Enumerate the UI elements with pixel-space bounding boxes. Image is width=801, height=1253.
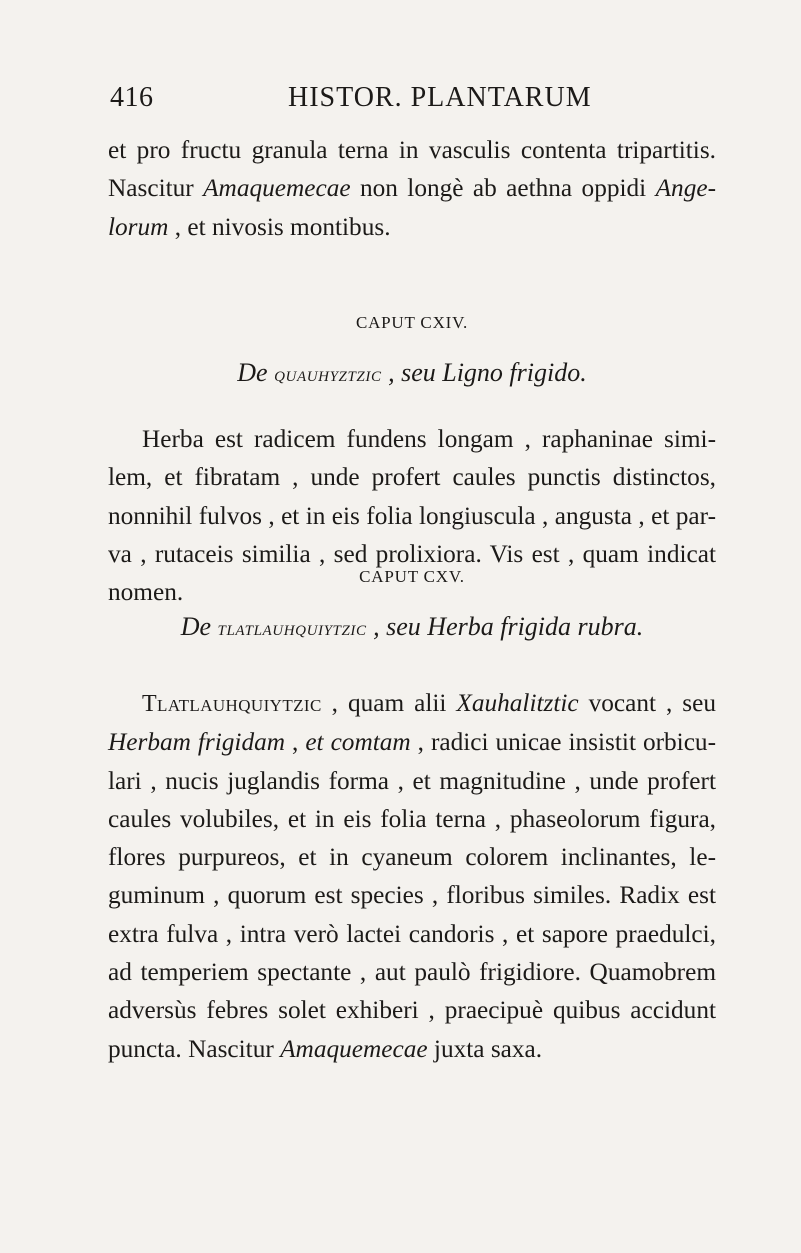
text-line: lem, et fibratam , unde profert caules punctis distinctos,: [108, 463, 716, 492]
chapter-heading-114: CAPUT CXIV.: [355, 313, 469, 332]
place-name: lorum: [108, 212, 169, 241]
plant-name: Tlatlauhquiytzic: [142, 691, 322, 717]
plant-name-alt: Herbam frigidam: [108, 728, 286, 757]
chapter-title-115: [108, 612, 716, 642]
text-span: vocant , seu: [578, 689, 716, 717]
text-span: puncta. Nascitur: [108, 1034, 281, 1063]
text-line: lari , nucis juglandis forma , et magnitudine , unde profert: [108, 766, 716, 795]
text-line: [108, 723, 716, 761]
text-span: juxta saxa.: [427, 1034, 543, 1063]
plant-name-alt: Xauhalitztic: [456, 689, 579, 717]
text-line: Herba est radicem fundens longam , raphaninae simi-: [142, 425, 716, 453]
text-line: [108, 169, 716, 207]
text-span: non longè ab aethna oppidi: [350, 174, 656, 203]
text-line: [108, 208, 716, 246]
running-title: HISTOR. PLANTARUM: [288, 82, 592, 113]
text-span: ,: [285, 728, 306, 757]
text-line: [108, 684, 716, 723]
text-line: nonnihil fulvos , et in eis folia longiuscula , angusta , et par-: [108, 501, 716, 530]
text-span: , et nivosis montibus.: [168, 212, 391, 241]
running-head: [108, 82, 708, 122]
plant-name: tlatlauhquiytzic: [217, 615, 367, 640]
place-name: Amaquemecae: [203, 174, 351, 203]
text-line: nomen.: [108, 578, 184, 607]
text-line: ad temperiem spectante , aut paulò frigidiore. Quamobrem: [108, 958, 716, 987]
text-line: [108, 1030, 716, 1068]
place-name: Ange-: [655, 174, 716, 203]
continuation-paragraph: [108, 131, 716, 246]
text-line: extra fulva , intra verò lactei candoris , et sapore praedulci,: [108, 919, 716, 948]
chapter-heading-115: CAPUT CXV.: [359, 567, 465, 586]
title-de: De: [180, 612, 218, 641]
title-de: De: [237, 358, 275, 387]
text-span: , radici unicae insistit orbicu-: [410, 728, 716, 757]
chapter-title-114: [108, 358, 716, 388]
text-span: , quam alii: [321, 689, 457, 717]
title-rest: , seu Ligno frigido.: [381, 358, 587, 387]
text-span: Nascitur: [108, 174, 204, 203]
text-line: et pro fructu granula terna in vasculis contenta tripartitis.: [108, 136, 716, 164]
text-line: flores purpureos, et in cyaneum colorem inclinantes, le-: [108, 843, 716, 872]
plant-name: quauhyztzic: [274, 361, 382, 386]
page-number: 416: [110, 82, 154, 113]
text-line: guminum , quorum est species , floribus similes. Radix est: [108, 881, 716, 910]
chapter-115-paragraph: [108, 684, 716, 1068]
text-line: caules volubiles, et in eis folia terna , phaseolorum figura,: [108, 804, 716, 833]
text-line: va , rutaceis similia , sed prolixiora. Vis est , quam indicat: [108, 539, 716, 568]
plant-name-alt: et comtam: [305, 728, 411, 757]
title-rest: , seu Herba frigida rubra.: [366, 612, 644, 641]
place-name: Amaquemecae: [280, 1034, 428, 1063]
text-line: adversùs febres solet exhiberi , praecipuè quibus accidunt: [108, 996, 716, 1025]
